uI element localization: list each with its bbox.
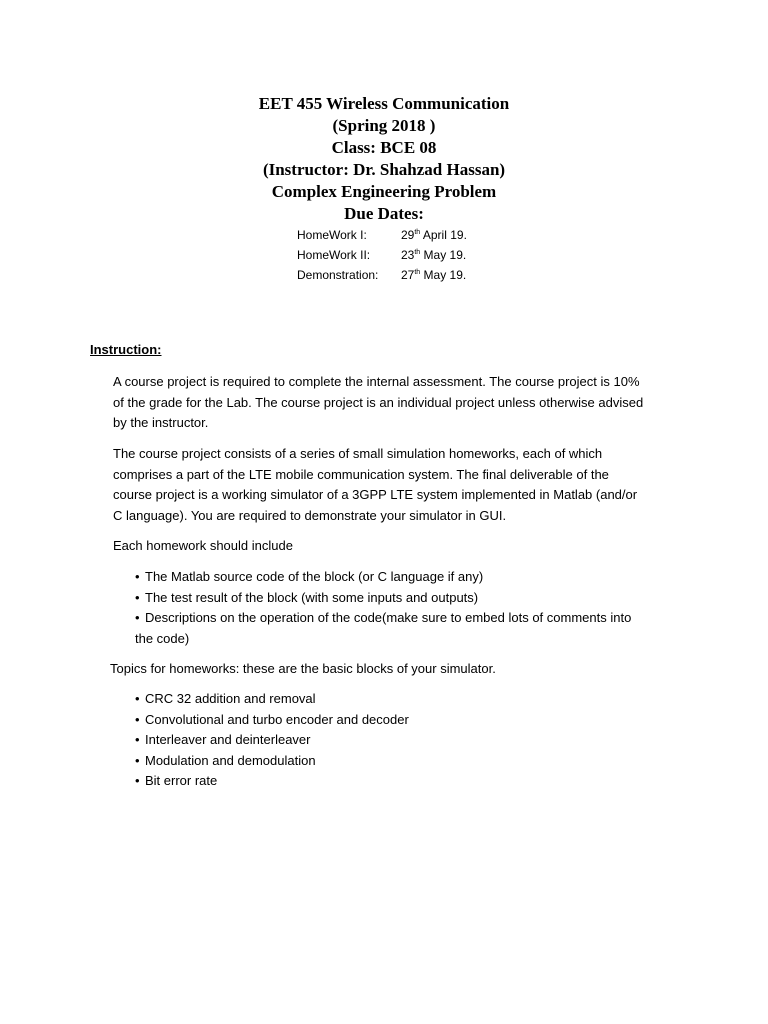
list-item: • Modulation and demodulation: [135, 752, 316, 768]
list-item-continuation: the code): [135, 630, 190, 646]
homework-intro: Each homework should include: [113, 538, 293, 553]
paragraph-line: C language). You are required to demonstrate your simulator in GUI.: [113, 507, 507, 523]
paragraph-line: by the instructor.: [113, 415, 209, 430]
due-dates-table: [297, 225, 467, 285]
instruction-heading: Instruction:: [90, 342, 162, 357]
class-label: Class: BCE 08: [331, 138, 437, 157]
list-item: • CRC 32 addition and removal: [135, 691, 316, 706]
paragraph-line: comprises a part of the LTE mobile communication system. The final deliverable of the: [113, 466, 609, 482]
list-item: • Convolutional and turbo encoder and decoder: [135, 711, 409, 727]
header-block: [0, 93, 768, 225]
list-item: • Bit error rate: [135, 773, 218, 788]
due-date-row: [297, 265, 467, 285]
topics-intro: Topics for homeworks: these are the basic blocks of your simulator.: [110, 661, 496, 676]
due-date-label: HomeWork II:: [297, 248, 371, 262]
due-date-value: 27th May 19.: [401, 268, 467, 282]
due-date-row: [297, 245, 467, 265]
topics-list: [135, 689, 409, 792]
instructor: (Instructor: Dr. Shahzad Hassan): [262, 160, 506, 179]
paragraph-line: course project is a working simulator of a 3GPP LTE system implemented in Matlab (and/or: [113, 487, 638, 502]
homework-list: [135, 567, 631, 649]
list-item: • The Matlab source code of the block (or C language if any): [135, 569, 484, 584]
course-title: EET 455 Wireless Communication: [258, 94, 510, 113]
paragraph-line: of the grade for the Lab. The course project is an individual project unless otherwise advised: [113, 394, 644, 410]
term: (Spring 2018 ): [332, 116, 436, 135]
list-item: • Interleaver and deinterleaver: [135, 732, 311, 747]
due-date-value: 23th May 19.: [401, 248, 467, 262]
paragraph-1: [113, 372, 643, 434]
due-date-label: Demonstration:: [297, 268, 379, 282]
list-item: • The test result of the block (with some inputs and outputs): [135, 589, 479, 605]
due-date-value: 29th April 19.: [401, 228, 467, 242]
problem-title: Complex Engineering Problem: [271, 182, 497, 201]
due-dates-title: Due Dates:: [344, 204, 424, 223]
due-date-label: HomeWork I:: [297, 228, 367, 242]
due-date-row: [297, 225, 467, 245]
paragraph-line: A course project is required to complete the internal assessment. The course project is 10%: [113, 374, 640, 389]
list-item: • Descriptions on the operation of the code(make sure to embed lots of comments into: [135, 610, 632, 625]
paragraph-line: The course project consists of a series of small simulation homeworks, each of which: [113, 446, 603, 461]
paragraph-2: [113, 444, 637, 526]
